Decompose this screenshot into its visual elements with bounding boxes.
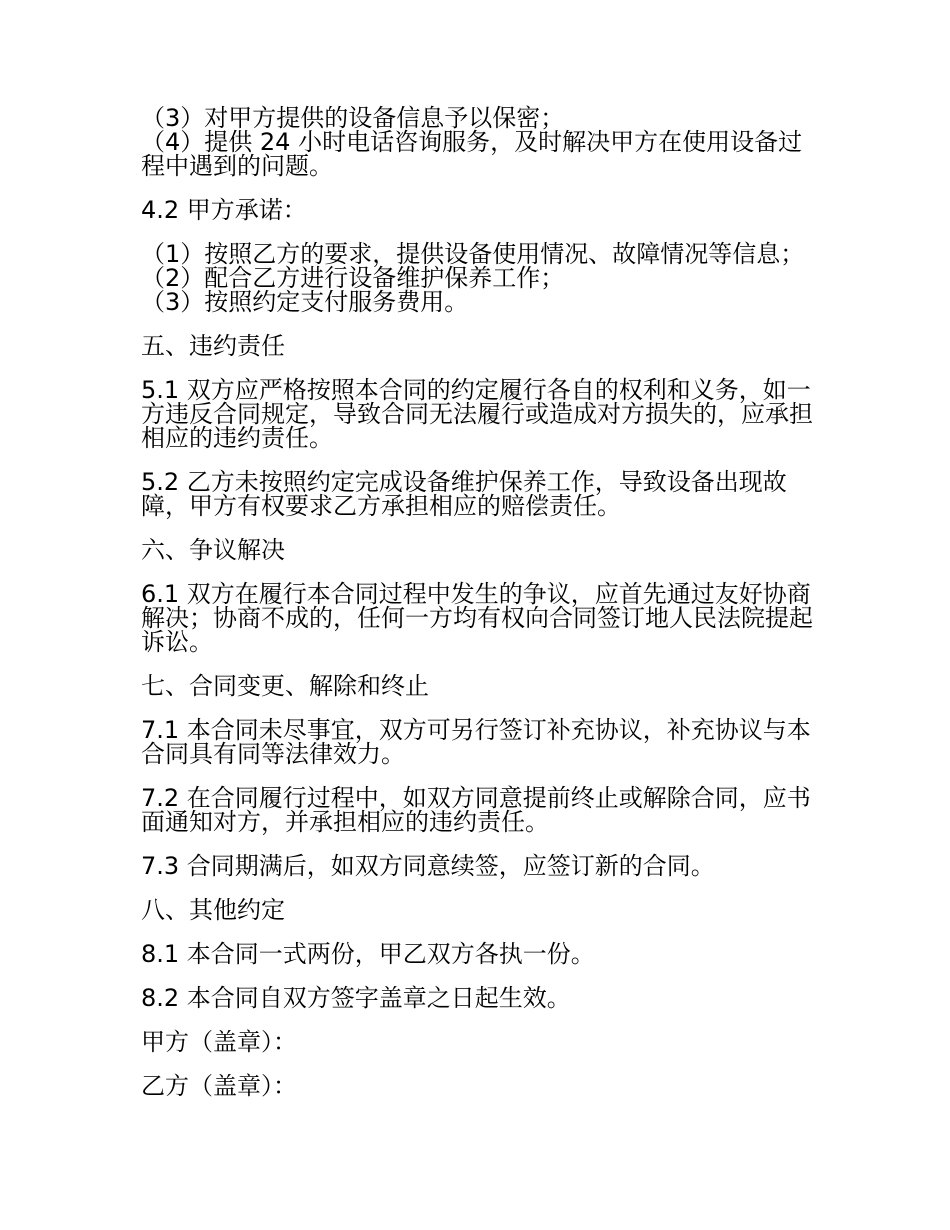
clause-text: 5.2 乙方未按照约定完成设备维护保养工作，导致设备出现故障，甲方有权要求乙方承担相应的赔偿责任。 — [141, 468, 787, 520]
clause-text: （2）配合乙方进行设备维护保养工作； — [141, 264, 565, 292]
clause-text: 8.2 本合同自双方签字盖章之日起生效。 — [141, 984, 571, 1012]
clause-text: 5.1 双方应严格按照本合同的约定履行各自的权利和义务，如一方违反合同规定，导致合同无法履行或造成对方损失的，应承担相应的违约责任。 — [141, 376, 813, 452]
clause-text: （3）按照约定支付服务费用。 — [141, 288, 469, 316]
clause-text: （1）按照乙方的要求，提供设备使用情况、故障情况等信息； — [141, 240, 805, 268]
clause-text: （4）提供 24 小时电话咨询服务，及时解决甲方在使用设备过程中遇到的问题。 — [141, 128, 803, 180]
clause-text: 6.1 双方在履行本合同过程中发生的争议，应首先通过友好协商解决；协商不成的，任何一方均有权向合同签订地人民法院提起诉讼。 — [141, 580, 813, 656]
subsection-heading: 4.2 甲方承诺： — [141, 196, 307, 224]
clause-text: 7.2 在合同履行过程中，如双方同意提前终止或解除合同，应书面通知对方，并承担相应的违约责任。 — [141, 784, 811, 836]
section-heading: 五、违约责任 — [141, 332, 285, 360]
clause-text: （3）对甲方提供的设备信息予以保密； — [141, 104, 565, 132]
clause-text: 7.3 合同期满后，如双方同意续签，应签订新的合同。 — [141, 852, 715, 880]
section-heading: 七、合同变更、解除和终止 — [141, 672, 429, 700]
section-heading: 八、其他约定 — [141, 896, 285, 924]
clause-text: 8.1 本合同一式两份，甲乙双方各执一份。 — [141, 940, 595, 968]
clause-text: 7.1 本合同未尽事宜，双方可另行签订补充协议，补充协议与本合同具有同等法律效力。 — [141, 716, 811, 768]
contract-page — [141, 106, 821, 1098]
party-a-signature-line: 甲方（盖章）： — [141, 1028, 297, 1056]
section-heading: 六、争议解决 — [141, 536, 285, 564]
party-b-signature-line: 乙方（盖章）： — [141, 1072, 297, 1100]
